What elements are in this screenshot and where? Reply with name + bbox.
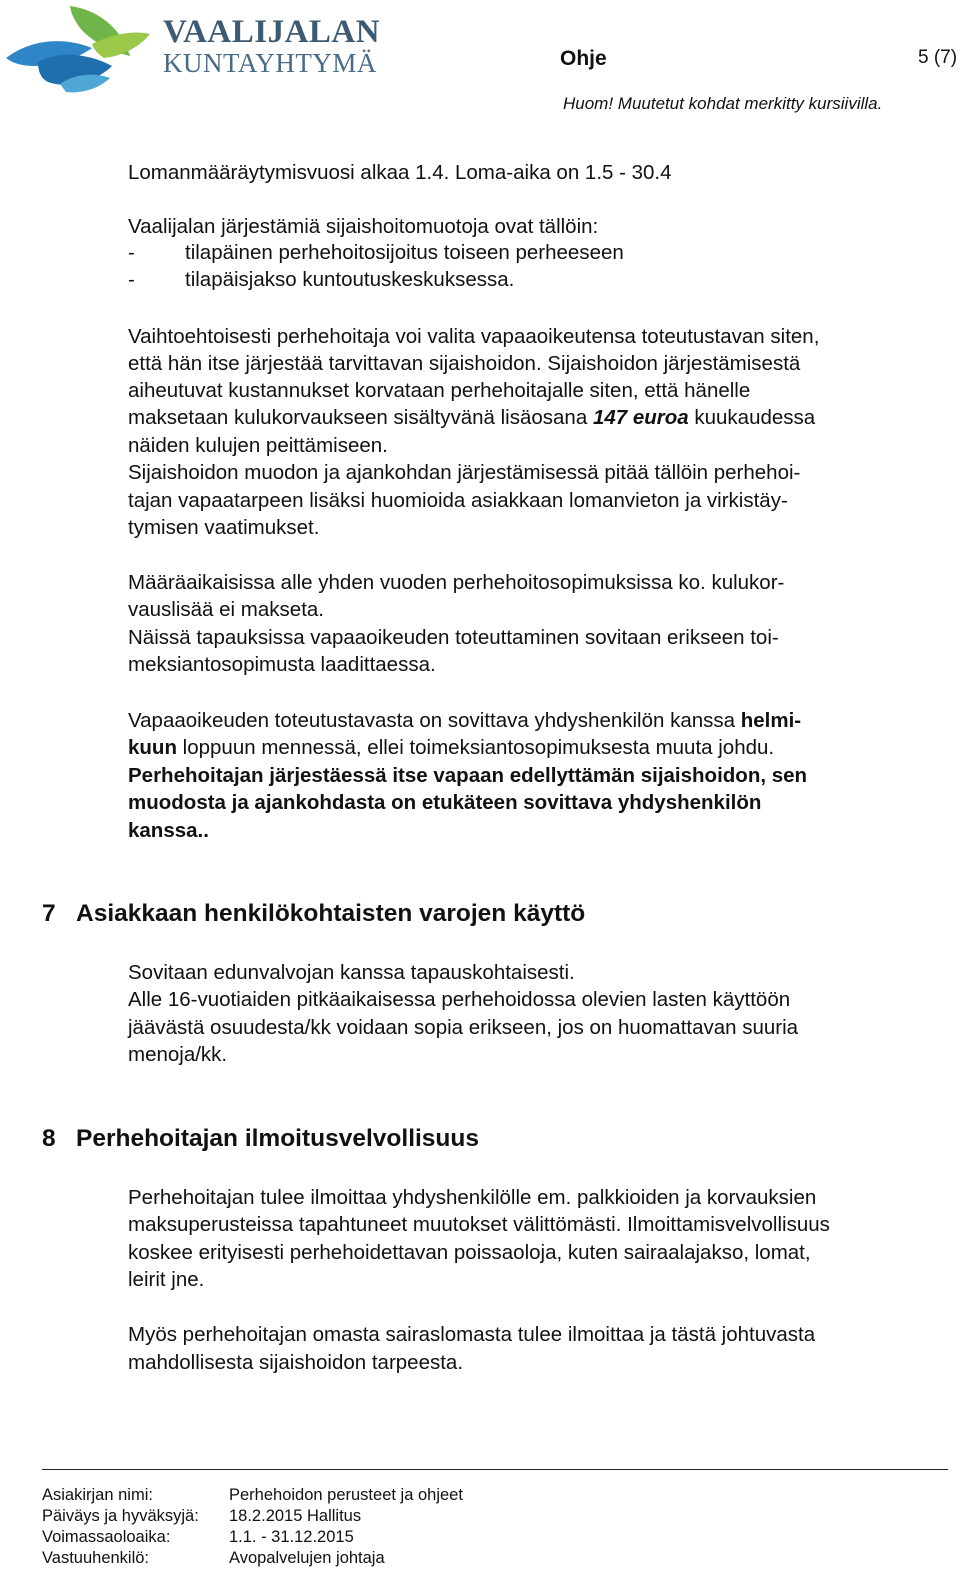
paragraph-line: Alle 16-vuotiaiden pitkäaikaisessa perhehoidossa olevien lasten käyttöön xyxy=(128,988,791,1011)
paragraph-line: näiden kulujen peittämiseen. xyxy=(128,434,388,457)
paragraph-line: Perhehoitajan tulee ilmoittaa yhdyshenkilölle em. palkkioiden ja korvauksien xyxy=(128,1186,817,1209)
footer-label: Vastuuhenkilö: xyxy=(42,1549,150,1567)
footer-value: 1.1. - 31.12.2015 xyxy=(229,1528,354,1546)
bullet-dash: - xyxy=(128,268,135,291)
paragraph-line: leirit jne. xyxy=(128,1268,205,1291)
paragraph-line: Näissä tapauksissa vapaaoikeuden toteuttaminen sovitaan erikseen toi- xyxy=(128,626,779,649)
paragraph-line-bold: muodosta ja ajankohdasta on etukäteen sovittava yhdyshenkilön xyxy=(128,791,762,814)
paragraph-line: menoja/kk. xyxy=(128,1043,228,1066)
text-run: maksetaan kulukorvaukseen sisältyvänä lisäosana xyxy=(128,406,593,429)
bold-run: kuun xyxy=(128,736,177,759)
logo-text-line2: KUNTAYHTYMÄ xyxy=(163,48,377,78)
bullet-dash: - xyxy=(128,241,135,264)
text-run: kuukaudessa xyxy=(688,406,816,429)
paragraph-line: meksiantosopimusta laadittaessa. xyxy=(128,653,436,676)
section-heading: Perhehoitajan ilmoitusvelvollisuus xyxy=(76,1125,479,1152)
paragraph-holiday-year: Lomanmääräytymisvuosi alkaa 1.4. Loma-aika on 1.5 - 30.4 xyxy=(128,161,672,184)
page-number: 5 (7) xyxy=(918,47,958,68)
paragraph-line: Sijaishoidon muodon ja ajankohdan järjestämisessä pitää tällöin perhehoi- xyxy=(128,461,801,484)
paragraph-line: tajan vapaatarpeen lisäksi huomioida asiakkaan lomanvieton ja virkistäy- xyxy=(128,489,788,512)
paragraph-line: koskee erityisesti perhehoidettavan poissaoloja, kuten sairaalajakso, lomat, xyxy=(128,1241,811,1264)
paragraph-line: maksuperusteissa tapahtuneet muutokset välittömästi. Ilmoittamisvelvollisuus xyxy=(128,1213,830,1236)
paragraph-line: että hän itse järjestää tarvittavan sijaishoidon. Sijaishoidon järjestämisestä xyxy=(128,352,801,375)
logo-text-line1: VAALIJALAN xyxy=(163,14,381,50)
text-run: Vapaaoikeuden toteutustavasta on sovittava yhdyshenkilön kanssa xyxy=(128,709,741,732)
paragraph-line: Myös perhehoitajan omasta sairaslomasta tulee ilmoittaa ja tästä johtuvasta xyxy=(128,1323,816,1346)
paragraph-line xyxy=(128,735,774,761)
list-item: tilapäinen perhehoitosijoitus toiseen perheeseen xyxy=(185,241,624,264)
document-type: Ohje xyxy=(560,47,607,70)
paragraph-line: tymisen vaatimukset. xyxy=(128,516,320,539)
section-number: 8 xyxy=(42,1125,56,1152)
paragraph-line: vauslisää ei makseta. xyxy=(128,598,324,621)
footer-value: 18.2.2015 Hallitus xyxy=(229,1507,362,1525)
paragraph-line-bold: Perhehoitajan järjestäessä itse vapaan edellyttämän sijaishoidon, sen xyxy=(128,764,808,787)
paragraph-line xyxy=(128,708,801,734)
footer-label: Päiväys ja hyväksyjä: xyxy=(42,1507,199,1525)
paragraph-line: Määräaikaisissa alle yhden vuoden perhehoitosopimuksissa ko. kulukor- xyxy=(128,571,785,594)
section-number: 7 xyxy=(42,900,56,927)
paragraph-line: jäävästä osuudesta/kk voidaan sopia erikseen, jos on huomattavan suuria xyxy=(128,1016,799,1039)
paragraph-line: Sovitaan edunvalvojan kanssa tapauskohtaisesti. xyxy=(128,961,575,984)
footer-label: Asiakirjan nimi: xyxy=(42,1486,153,1504)
paragraph-line: aiheutuvat kustannukset korvataan perhehoitajalle siten, että hänelle xyxy=(128,379,751,402)
section-heading: Asiakkaan henkilökohtaisten varojen käyttö xyxy=(76,900,586,927)
paragraph-line: mahdollisesta sijaishoidon tarpeesta. xyxy=(128,1351,464,1374)
footer-label: Voimassaoloaika: xyxy=(42,1528,171,1546)
text-run: loppuun mennessä, ellei toimeksiantosopimuksesta muuta johdu. xyxy=(176,736,775,759)
bold-run: helmi- xyxy=(740,709,802,732)
footer-divider xyxy=(42,1469,948,1470)
amount-emphasis: 147 euroa xyxy=(592,406,689,429)
footer-value: Avopalvelujen johtaja xyxy=(229,1549,385,1567)
header-note: Huom! Muutetut kohdat merkitty kursiivilla. xyxy=(563,94,883,113)
footer-value: Perhehoidon perusteet ja ohjeet xyxy=(229,1486,463,1504)
paragraph-line: Vaihtoehtoisesti perhehoitaja voi valita vapaaoikeutensa toteutustavan siten, xyxy=(128,325,820,348)
paragraph-line xyxy=(128,405,815,431)
paragraph-line-bold: kanssa.. xyxy=(128,819,209,842)
paragraph-substitute-intro: Vaalijalan järjestämiä sijaishoitomuotoja ovat tällöin: xyxy=(128,215,599,238)
list-item: tilapäisjakso kuntoutuskeskuksessa. xyxy=(185,268,515,291)
